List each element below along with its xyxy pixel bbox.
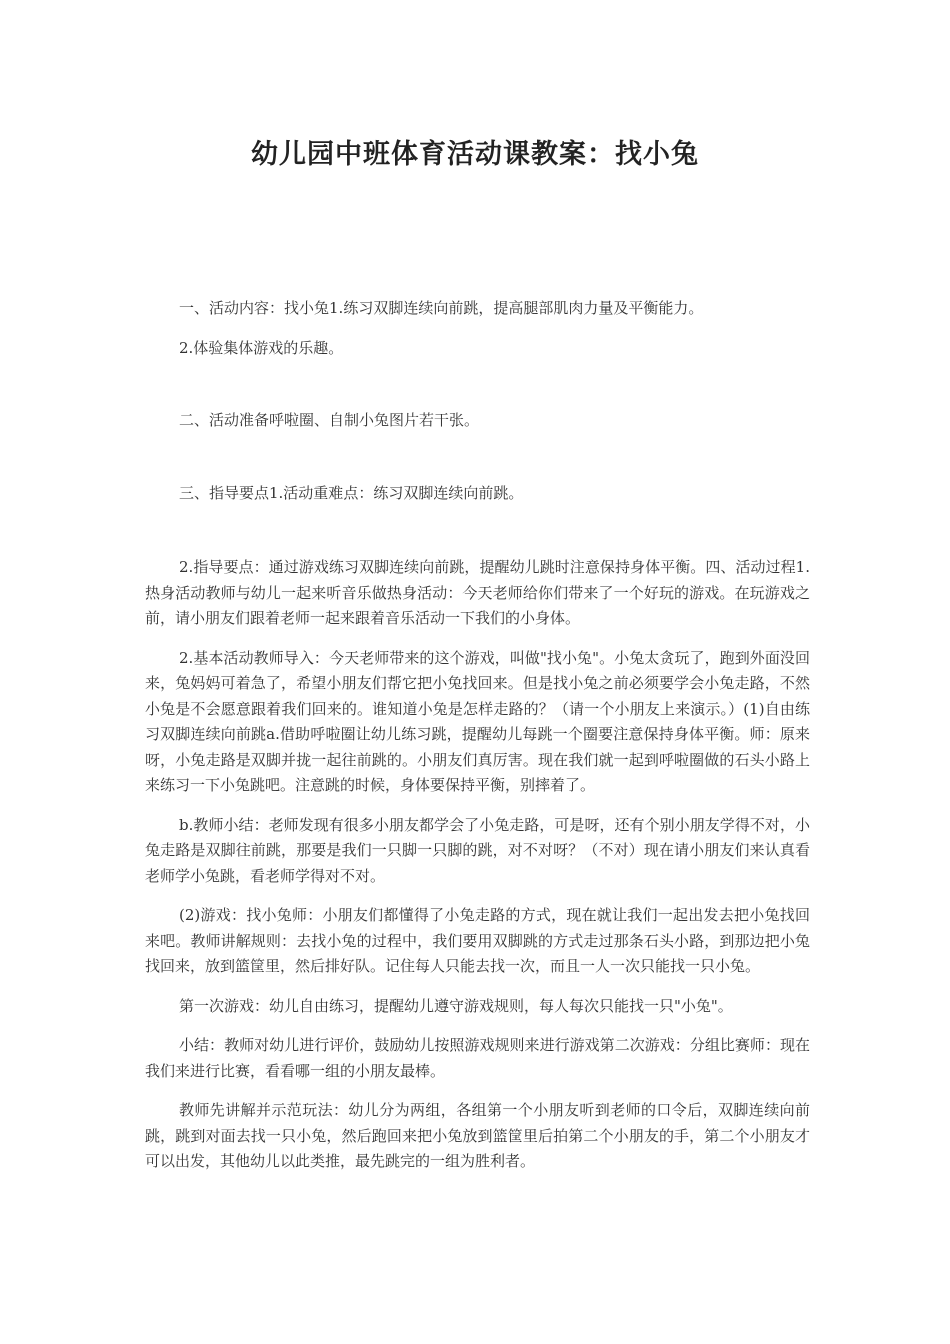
paragraph-summary: 小结：教师对幼儿进行评价，鼓励幼儿按照游戏规则来进行游戏第二次游戏：分组比赛师：现在我们来进行比赛，看看哪一组的小朋友最棒。 (145, 1036, 810, 1080)
paragraph-activity-content: 一、活动内容：找小兔1.练习双脚连续向前跳，提高腿部肌肉力量及平衡能力。 (179, 299, 704, 317)
paragraph-preparation: 二、活动准备呼啦圈、自制小兔图片若干张。 (179, 411, 480, 429)
document-body (145, 296, 810, 1175)
paragraph-teacher-summary: b.教师小结：老师发现有很多小朋友都学会了小兔走路，可是呀，还有个别小朋友学得不对，小兔走路是双脚往前跳，那要是我们一只脚一只脚的跳，对不对呀？（不对）现在请小朋友们来认真看老师学小兔跳，看老师学得对不对。 (145, 815, 810, 885)
document-title: 幼儿园中班体育活动课教案：找小兔 (251, 139, 699, 170)
paragraph-experience: 2.体验集体游戏的乐趣。 (179, 338, 344, 357)
paragraph-key-points: 三、指导要点1.活动重难点：练习双脚连续向前跳。 (179, 483, 524, 502)
paragraph-first-game: 第一次游戏：幼儿自由练习，提醒幼儿遵守游戏规则，每人每次只能找一只"小兔"。 (179, 996, 733, 1015)
paragraph-guidance: 2.指导要点：通过游戏练习双脚连续向前跳，提醒幼儿跳时注意保持身体平衡。四、活动过程1.热身活动教师与幼儿一起来听音乐做热身活动：今天老师给你们带来了一个好玩的游戏。在玩游戏之前，请小朋友们跟着老师一起来跟着音乐活动一下我们的小身体。 (145, 558, 810, 627)
paragraph-game: (2)游戏：找小兔师：小朋友们都懂得了小兔走路的方式，现在就让我们一起出发去把小兔找回来吧。教师讲解规则：去找小兔的过程中，我们要用双脚跳的方式走过那条石头小路，到那边把小兔找回来，放到篮筐里，然后排好队。记住每人只能去找一次，而且一人一次只能找一只小兔。 (145, 906, 810, 975)
paragraph-basic-activity: 2.基本活动教师导入：今天老师带来的这个游戏，叫做"找小兔"。小兔太贪玩了，跑到外面没回来，兔妈妈可着急了，希望小朋友们帮它把小兔找回来。但是找小兔之前必须要学会小兔走路，不然小兔是不会愿意跟着我们回来的。谁知道小兔是怎样走路的？（请一个小朋友上来演示。）(1)自由练习双脚连续向前跳a.借助呼啦圈让幼儿练习跳，提醒幼儿每跳一个圈要注意保持身体平衡。师：原来呀，小兔走路是双脚并拢一起往前跳的。小朋友们真厉害。现在我们就一起到呼啦圈做的石头小路上来练习一下小兔跳吧。注意跳的时候，身体要保持平衡，别摔着了。 (145, 648, 810, 794)
paragraph-demonstration: 教师先讲解并示范玩法：幼儿分为两组，各组第一个小朋友听到老师的口令后，双脚连续向前跳，跳到对面去找一只小兔，然后跑回来把小兔放到篮筐里后拍第二个小朋友的手，第二个小朋友才可以出发，其他幼儿以此类推，最先跳完的一组为胜利者。 (145, 1101, 810, 1170)
